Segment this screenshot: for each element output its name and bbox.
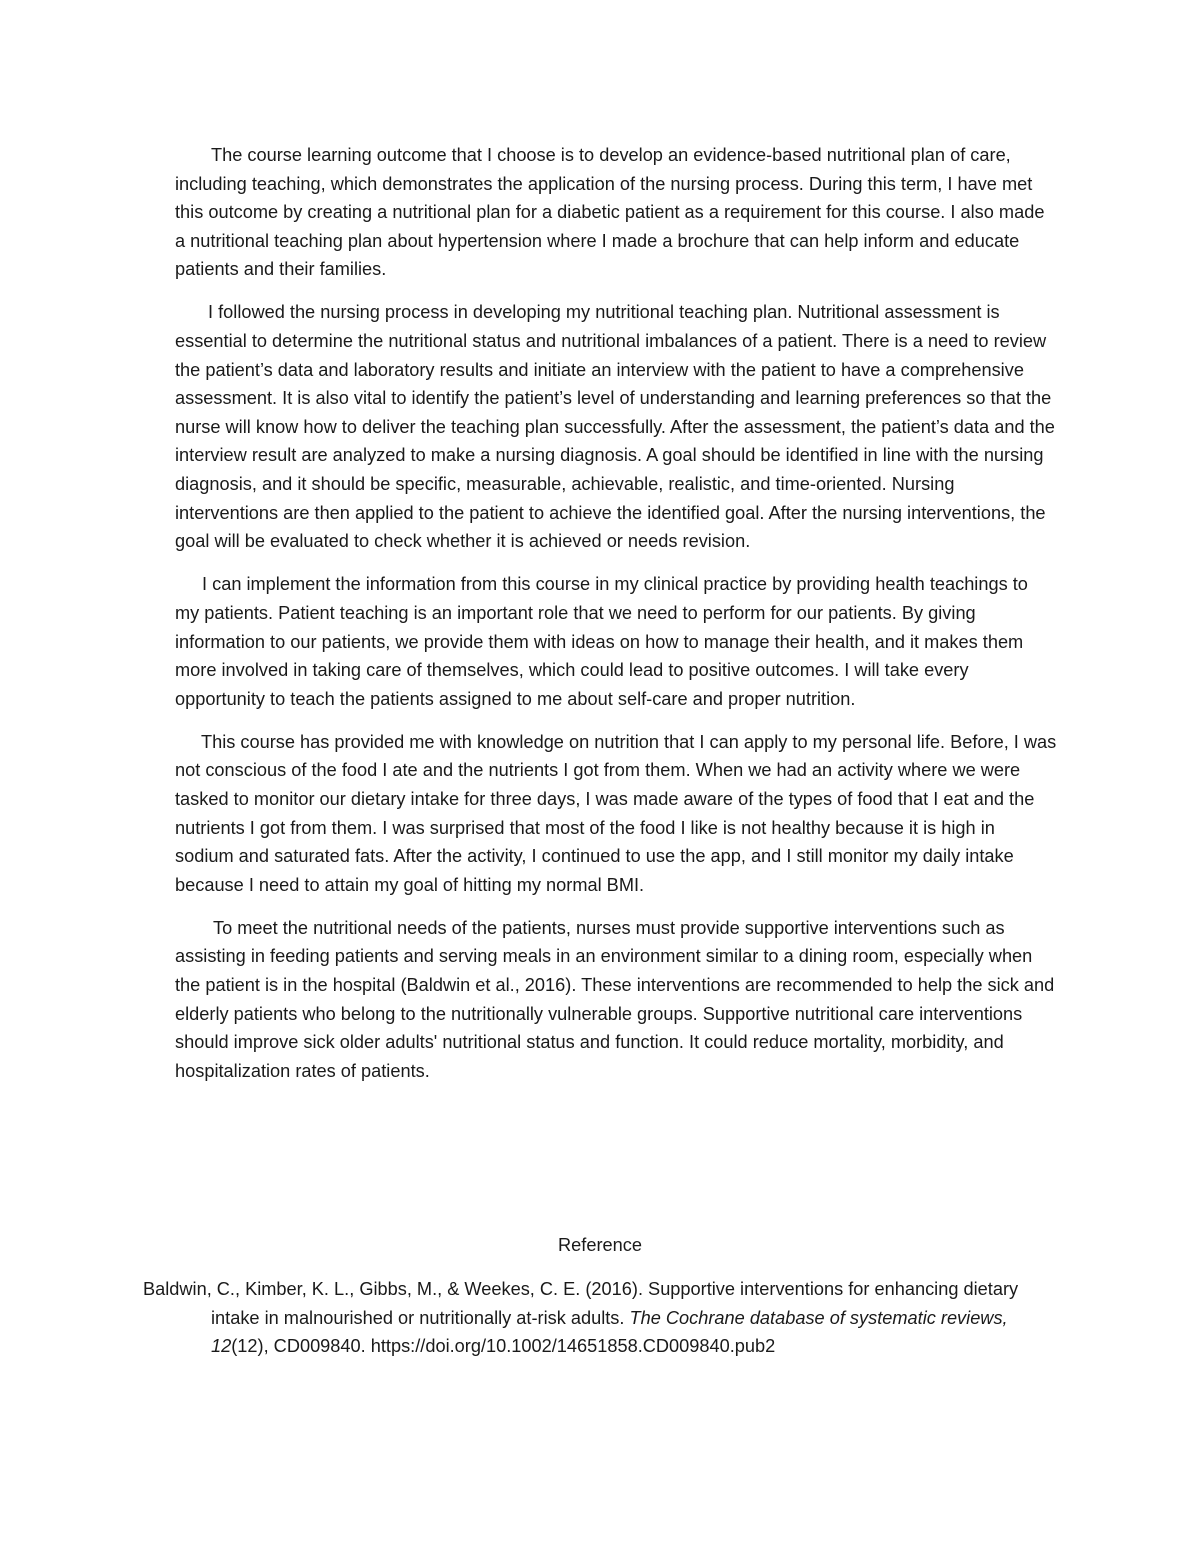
reference-authors-title: Baldwin, C., Kimber, K. L., Gibbs, M., & Weekes, C. E. (2016). Supportive interventions for enhancing dietary intake in malnourished or nutritionally at-risk adults. bbox=[143, 1279, 1019, 1328]
paragraph-clinical-practice: I can implement the information from this course in my clinical practice by providing health teachings to my patients. Patient teaching is an important role that we need to perform for our patients. By giving information to our patients, we provide them with ideas on how to manage their health, and it makes them more involved in taking care of themselves, which could lead to positive outcomes. I will take every opportunity to teach the patients assigned to me about self-care and proper nutrition. bbox=[175, 574, 1028, 709]
paragraph-nursing-process: I followed the nursing process in developing my nutritional teaching plan. Nutritional assessment is essential to determine the nutritional status and nutritional imbalances of a patient. There is a need to review the patient’s data and laboratory results and initiate an interview with the patient to have a comprehensive assessment. It is also vital to identify the patient’s level of understanding and learning preferences so that the nurse will know how to deliver the teaching plan successfully. After the assessment, the patient’s data and the interview result are analyzed to make a nursing diagnosis. A goal should be identified in line with the nursing diagnosis, and it should be specific, measurable, achievable, realistic, and time-oriented. Nursing interventions are then applied to the patient to achieve the identified goal. After the nursing interventions, the goal will be evaluated to check whether it is achieved or needs revision. bbox=[175, 302, 1055, 552]
reference-journal: The Cochrane database of systematic reviews, 12 bbox=[211, 1307, 1008, 1357]
reference-heading: Reference bbox=[558, 1235, 642, 1255]
paragraph-supportive-interventions: To meet the nutritional needs of the patients, nurses must provide supportive interventions such as assisting in feeding patients and serving meals in an environment similar to a dining room, especially when the patient is in the hospital (Baldwin et al., 2016). These interventions are recommended to help the sick and elderly patients who belong to the nutritionally vulnerable groups. Supportive nutritional care interventions should improve sick older adults' nutritional status and function. It could reduce mortality, morbidity, and hospitalization rates of patients. bbox=[175, 917, 1055, 1081]
reference-issue-doi: (12), CD009840. https://doi.org/10.1002/14651858.CD009840.pub2 bbox=[231, 1336, 776, 1357]
document-body bbox=[175, 141, 1057, 1100]
paragraph-personal-life: This course has provided me with knowledge on nutrition that I can apply to my personal life. Before, I was not conscious of the food I ate and the nutrients I got from them. When we had an activity where we were tasked to monitor our dietary intake for three days, I was made aware of the types of food that I eat and the nutrients I got from them. I was surprised that most of the food I like is not healthy because it is high in sodium and saturated fats. After the activity, I continued to use the app, and I still monitor my daily intake because I need to attain my goal of hitting my normal BMI. bbox=[175, 731, 1057, 895]
reference-entry bbox=[143, 1275, 1041, 1361]
paragraph-learning-outcome: The course learning outcome that I choose is to develop an evidence-based nutritional plan of care, including teaching, which demonstrates the application of the nursing process. During this term, I have met this outcome by creating a nutritional plan for a diabetic patient as a requirement for this course. I also made a nutritional teaching plan about hypertension where I made a brochure that can help inform and educate patients and their families. bbox=[175, 145, 1045, 280]
